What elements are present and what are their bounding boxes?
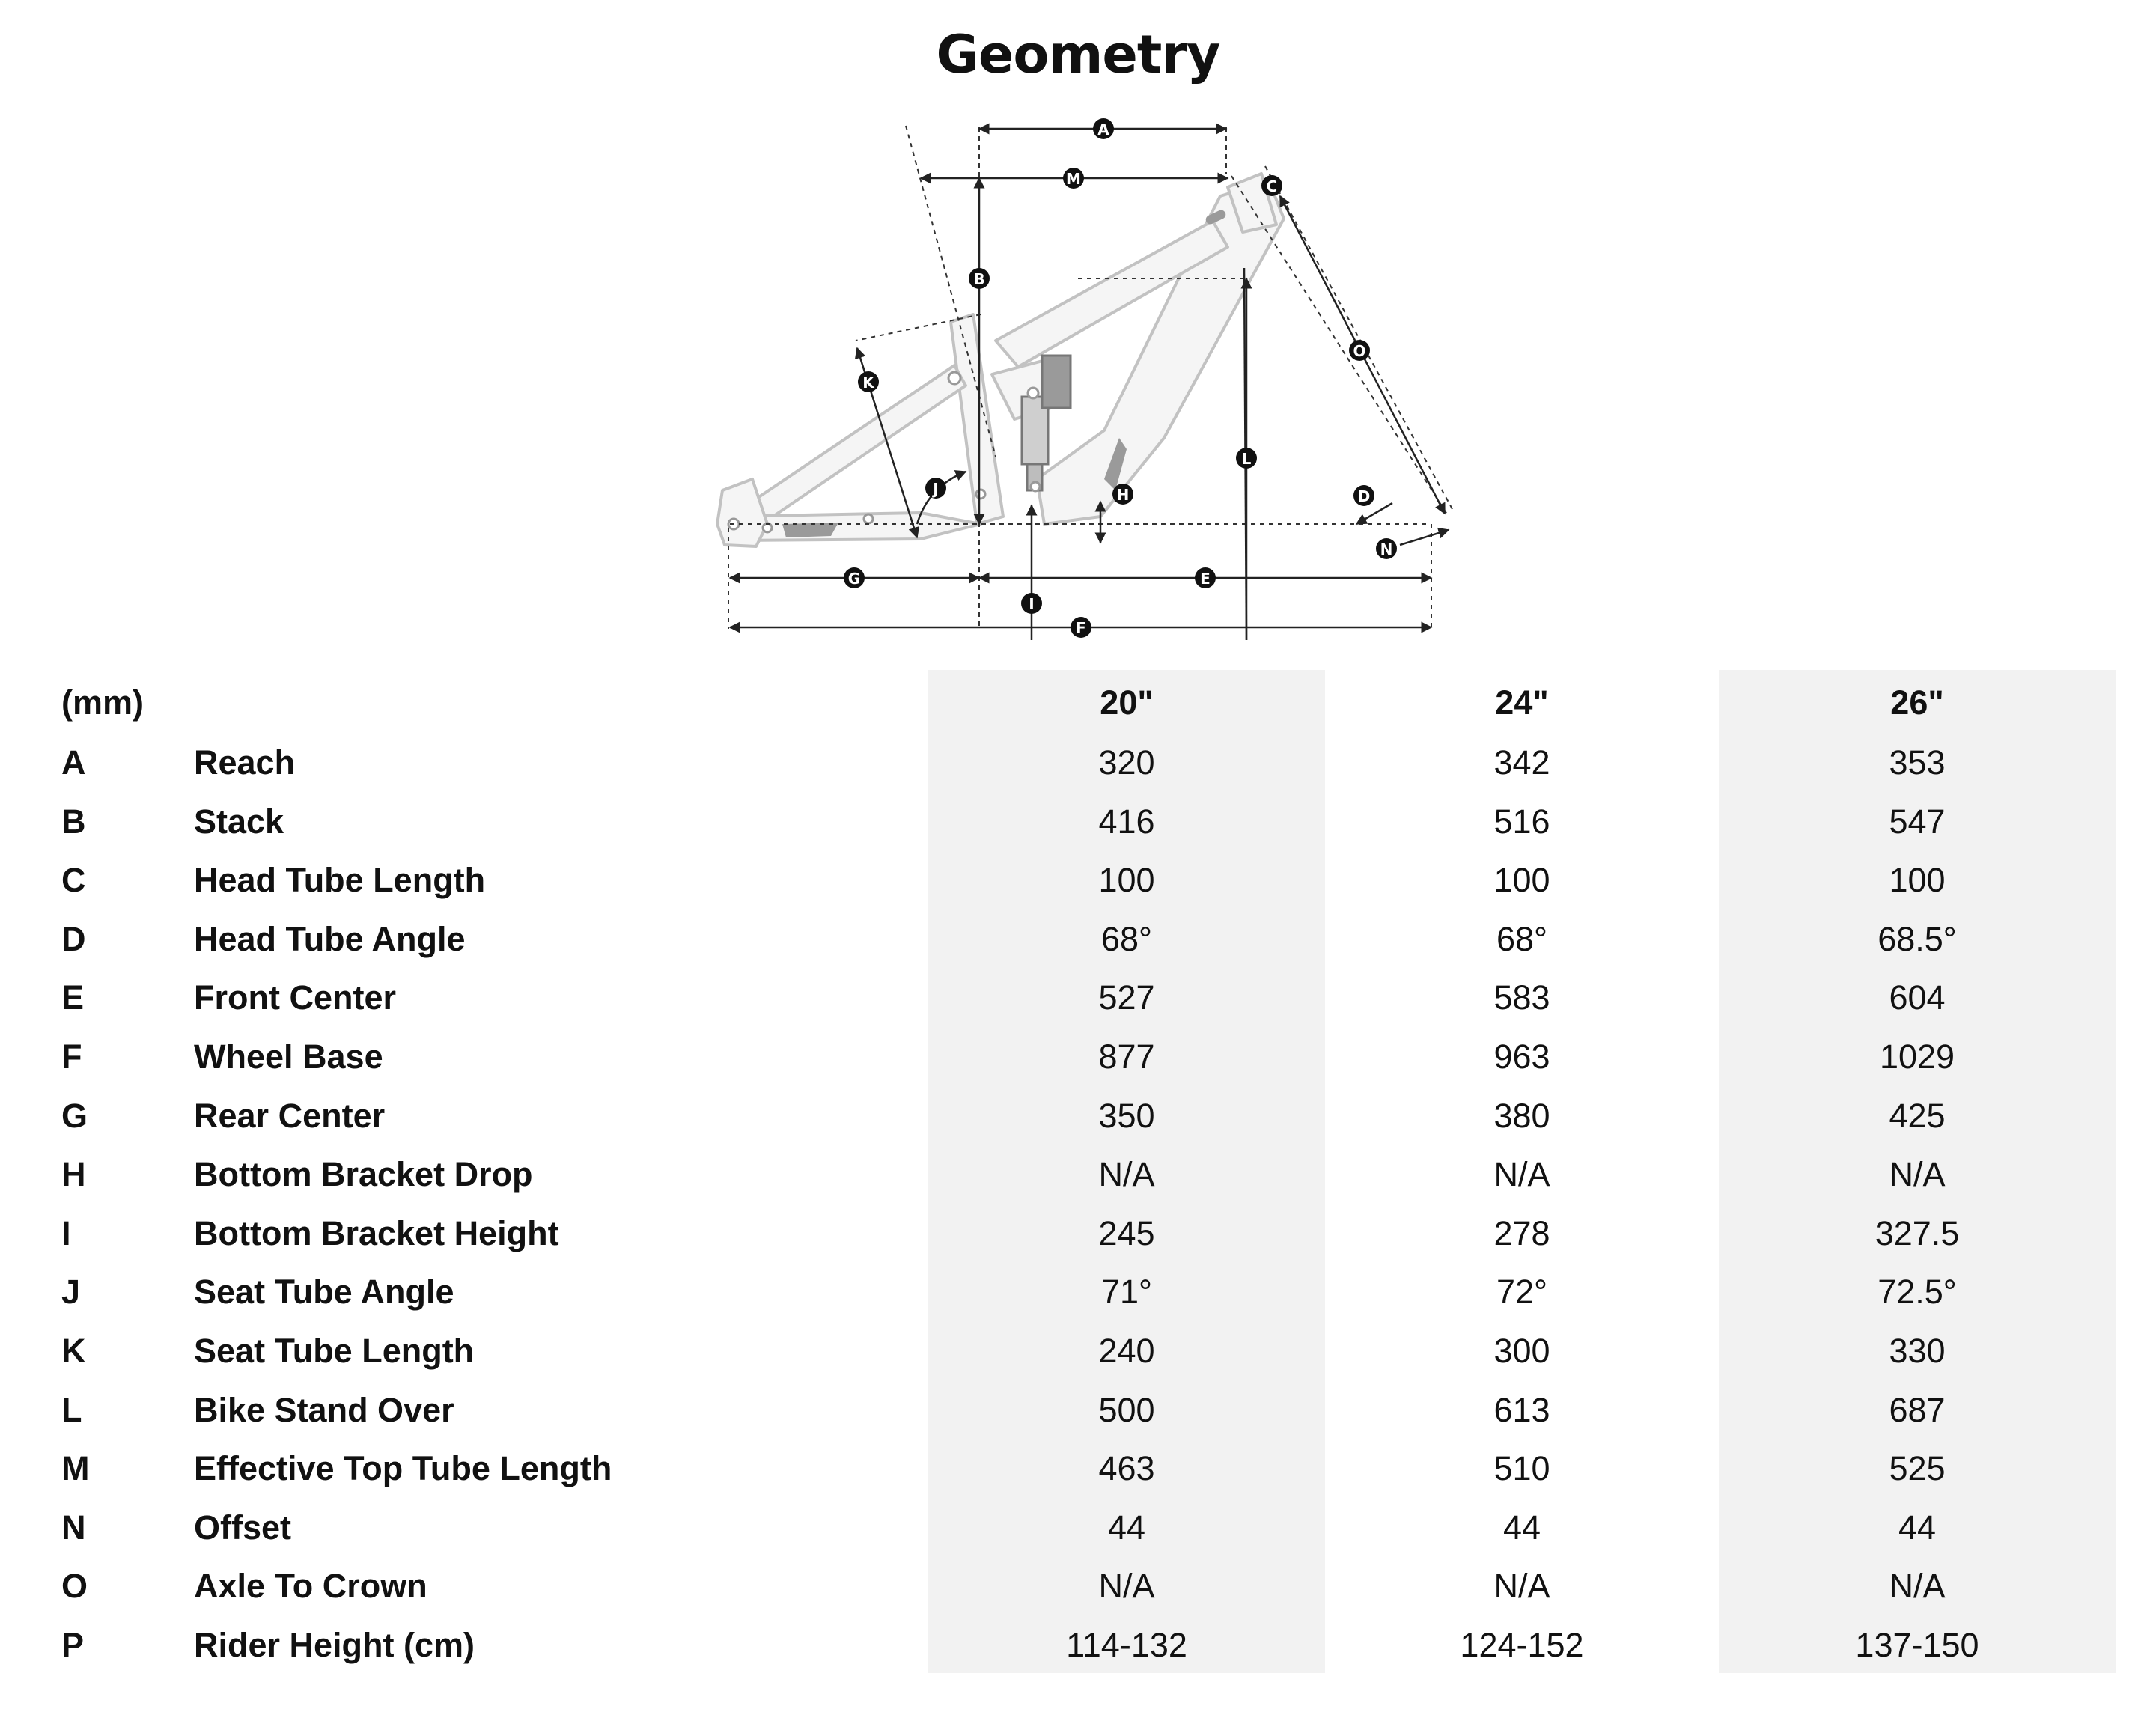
value-cell: N/A [1889, 1155, 1946, 1194]
svg-text:K: K [862, 374, 874, 392]
row-letter: J [61, 1273, 81, 1312]
svg-text:G: G [847, 570, 861, 588]
svg-text:C: C [1266, 177, 1278, 195]
row-letter: B [61, 802, 86, 841]
value-cell: 44 [1107, 1508, 1146, 1547]
value-cell: N/A [1098, 1567, 1155, 1606]
value-cell: 240 [1098, 1332, 1155, 1370]
svg-text:H: H [1116, 486, 1130, 504]
value-cell: 100 [1889, 861, 1946, 900]
value-cell: 963 [1493, 1038, 1550, 1076]
marker-B [969, 268, 990, 289]
value-cell: 72° [1496, 1273, 1548, 1312]
size-header: 24" [1495, 683, 1549, 722]
row-letter: K [61, 1332, 86, 1370]
marker-K [858, 371, 879, 392]
value-cell: 72.5° [1878, 1273, 1957, 1312]
svg-text:F: F [1076, 619, 1086, 637]
value-cell: N/A [1493, 1155, 1550, 1194]
value-cell: 71° [1100, 1273, 1153, 1312]
table-row [0, 1381, 2156, 1440]
marker-N [1376, 538, 1397, 559]
row-letter: H [61, 1155, 86, 1194]
row-letter: G [61, 1096, 88, 1135]
marker-J [925, 478, 946, 499]
page-title: Geometry [936, 24, 1220, 85]
row-name: Effective Top Tube Length [194, 1449, 612, 1488]
value-cell: 114-132 [1066, 1626, 1187, 1664]
table-row [0, 1557, 2156, 1615]
table-header [0, 674, 2156, 732]
value-cell: N/A [1493, 1567, 1550, 1606]
value-cell: 583 [1493, 978, 1550, 1017]
svg-text:D: D [1357, 487, 1371, 505]
table-row [0, 1440, 2156, 1498]
table-row [0, 793, 2156, 851]
svg-text:N: N [1380, 540, 1393, 558]
marker-E [1195, 567, 1216, 588]
row-letter: I [61, 1213, 71, 1252]
row-letter: C [61, 861, 86, 900]
unit-label: (mm) [61, 683, 144, 722]
row-letter: L [61, 1390, 82, 1429]
svg-text:A: A [1097, 121, 1109, 138]
value-cell: 350 [1098, 1096, 1155, 1135]
row-name: Rear Center [194, 1096, 386, 1135]
marker-F [1071, 617, 1091, 638]
value-cell: 463 [1098, 1449, 1155, 1488]
row-name: Head Tube Angle [194, 919, 466, 958]
table-row [0, 1028, 2156, 1086]
value-cell: 604 [1889, 978, 1946, 1017]
value-cell: 516 [1493, 802, 1550, 841]
marker-G [844, 567, 865, 588]
svg-text:O: O [1353, 342, 1366, 360]
value-cell: 613 [1493, 1390, 1550, 1429]
value-cell: 100 [1098, 861, 1155, 900]
value-cell: 327.5 [1875, 1213, 1960, 1252]
row-name: Reach [194, 743, 296, 782]
value-cell: 68.5° [1878, 919, 1957, 958]
construction-lines [728, 126, 1452, 629]
marker-O [1349, 340, 1370, 361]
row-name: Bottom Bracket Drop [194, 1155, 533, 1194]
value-cell: 330 [1889, 1332, 1946, 1370]
value-cell: 300 [1493, 1332, 1550, 1370]
svg-text:I: I [1029, 595, 1035, 613]
table-row [0, 910, 2156, 969]
value-cell: 425 [1889, 1096, 1946, 1135]
row-letter: F [61, 1038, 82, 1076]
row-letter: M [61, 1449, 90, 1488]
row-letter: P [61, 1626, 85, 1664]
row-name: Head Tube Length [194, 861, 486, 900]
size-header: 26" [1890, 683, 1944, 722]
row-letter: A [61, 743, 86, 782]
row-name: Bottom Bracket Height [194, 1213, 559, 1252]
value-cell: 124-152 [1460, 1626, 1584, 1664]
bike-geometry-diagram [0, 112, 2156, 651]
table-row [0, 1499, 2156, 1557]
value-cell: 877 [1098, 1038, 1155, 1076]
value-cell: 100 [1493, 861, 1550, 900]
svg-text:M: M [1066, 170, 1081, 188]
table-row [0, 1145, 2156, 1204]
table-row [0, 851, 2156, 910]
value-cell: 416 [1098, 802, 1155, 841]
svg-text:L: L [1241, 450, 1252, 468]
dimension-lines [730, 129, 1449, 640]
value-cell: 278 [1493, 1213, 1550, 1252]
value-cell: N/A [1098, 1155, 1155, 1194]
value-cell: 245 [1098, 1213, 1155, 1252]
marker-M [1063, 168, 1084, 189]
row-letter: N [61, 1508, 86, 1547]
row-letter: O [61, 1567, 88, 1606]
value-cell: N/A [1889, 1567, 1946, 1606]
table-row [0, 1087, 2156, 1145]
table-row [0, 1322, 2156, 1380]
value-cell: 527 [1098, 978, 1155, 1017]
row-name: Seat Tube Angle [194, 1273, 454, 1312]
svg-text:B: B [973, 270, 985, 288]
value-cell: 68° [1100, 919, 1153, 958]
value-cell: 380 [1493, 1096, 1550, 1135]
marker-A [1093, 118, 1114, 139]
row-name: Axle To Crown [194, 1567, 427, 1606]
table-row [0, 1263, 2156, 1321]
marker-C [1261, 175, 1282, 196]
value-cell: 687 [1889, 1390, 1946, 1429]
value-cell: 1029 [1879, 1038, 1955, 1076]
row-letter: E [61, 978, 85, 1017]
svg-text:E: E [1200, 570, 1211, 588]
table-row [0, 734, 2156, 792]
value-cell: 68° [1496, 919, 1548, 958]
size-header: 20" [1100, 683, 1154, 722]
value-cell: 547 [1889, 802, 1946, 841]
value-cell: 500 [1098, 1390, 1155, 1429]
svg-text:J: J [933, 480, 939, 498]
marker-I [1021, 593, 1042, 614]
value-cell: 320 [1098, 743, 1155, 782]
value-cell: 44 [1898, 1508, 1937, 1547]
value-cell: 353 [1889, 743, 1946, 782]
value-cell: 137-150 [1855, 1626, 1979, 1664]
row-name: Bike Stand Over [194, 1390, 454, 1429]
table-row [0, 1204, 2156, 1263]
marker-H [1112, 484, 1133, 505]
value-cell: 525 [1889, 1449, 1946, 1488]
row-name: Rider Height (cm) [194, 1626, 475, 1664]
marker-D [1353, 485, 1374, 506]
bike-frame [717, 174, 1284, 546]
marker-L [1236, 448, 1257, 469]
row-name: Offset [194, 1508, 292, 1547]
row-name: Seat Tube Length [194, 1332, 475, 1370]
table-row [0, 1616, 2156, 1675]
row-name: Stack [194, 802, 284, 841]
dimension-markers [844, 118, 1397, 638]
value-cell: 342 [1493, 743, 1550, 782]
row-letter: D [61, 919, 86, 958]
value-cell: 44 [1502, 1508, 1541, 1547]
row-name: Wheel Base [194, 1038, 383, 1076]
value-cell: 510 [1493, 1449, 1550, 1488]
row-name: Front Center [194, 978, 396, 1017]
table-row [0, 969, 2156, 1027]
